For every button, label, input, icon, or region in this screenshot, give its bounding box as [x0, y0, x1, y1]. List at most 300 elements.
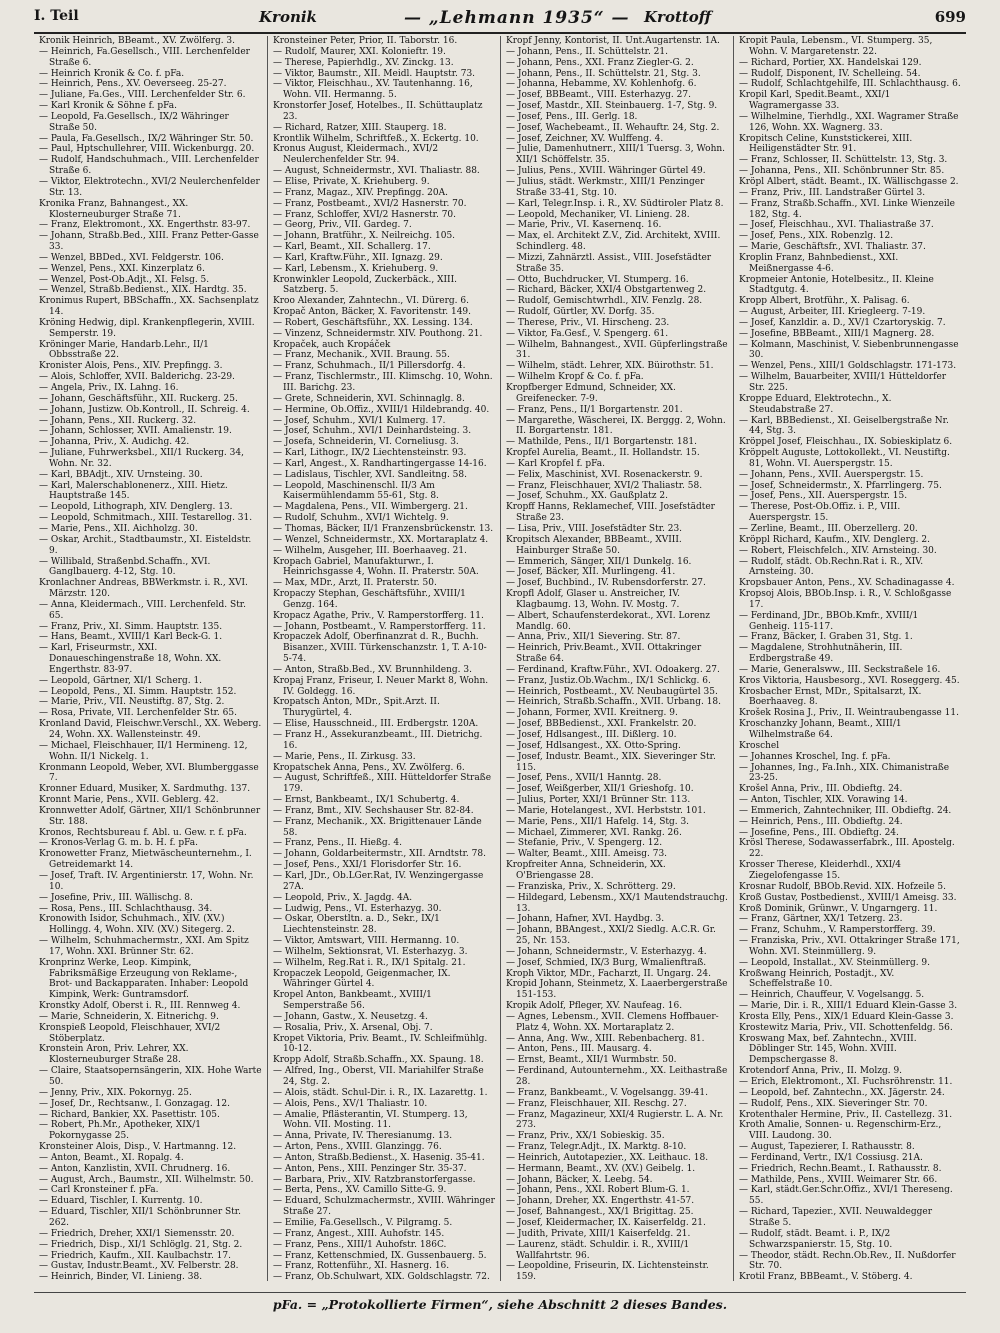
directory-entry: — Emilie, Fa.Gesellsch., V. Pilgramg. 5. [273, 1217, 453, 1228]
directory-entry: — Eduard, Tischler, I. Kurrentg. 10. [39, 1196, 203, 1207]
directory-entry: — Angela, Priv., IX. Lahng. 16. [39, 383, 179, 393]
directory-entry: — Franz, Bäcker, I. Graben 31, Stg. 1. [739, 632, 913, 643]
directory-entry: — Mathilde, Pens., II/1 Borgartenstr. 181. [506, 437, 697, 448]
directory-entry: — Karl Kropfel f. pFa. [506, 458, 605, 469]
directory-entry: Kronos, Rechtsbureau f. Abl. u. Gew. r. f. pFa. [39, 827, 247, 838]
directory-entry: Kronnwetter Adolf, Gärtner, XII/1 Schönbrunner Str. 188. [39, 805, 261, 827]
directory-entry: — Lisa, Priv., VIII. Josefstädter Str. 23. [506, 523, 683, 534]
directory-entry: — Karl, Lithogr., IX/2 Liechtensteinstr. 93. [273, 448, 467, 459]
directory-entry: — Kronos-Verlag G. m. b. H. f. pFa. [39, 838, 198, 849]
directory-entry: — Hildegard, Lebensm., XX/1 Mautendstrauchg. 13. [506, 892, 728, 914]
directory-entry: Kroplin Franz, Bahnbedienst., XXI. Meißnergasse 4-6. [739, 252, 899, 274]
directory-entry: — Josef, Kanzldir. a. D., XV/1 Czartoryskig. 7. [739, 317, 946, 328]
directory-entry: — Ernst, Bankbeamt., IX/1 Schubertg. 4. [273, 795, 460, 806]
directory-columns [34, 36, 966, 1281]
directory-entry: — Leopold, Installat., XV. Steinmüllerg. 9. [739, 957, 931, 968]
directory-entry: — Johann, Dreher, XX. Engerthstr. 41-57. [506, 1196, 695, 1207]
directory-entry: — Josefa, Schneiderin, VI. Corneliusg. 3. [273, 437, 459, 448]
directory-entry: — Heinrich, Fa.Gesellsch., VIII. Lerchenfelder Straße 6. [39, 46, 250, 68]
directory-entry: — Heinrich, Autotapezier., XX. Leithauc. 18. [506, 1152, 709, 1163]
directory-entry: — Franz, Mechanik., XX. Brigittenauer Lände 58. [273, 816, 482, 838]
directory-entry: — Richard, Portier, XX. Handelskai 129. [739, 57, 922, 68]
directory-entry: — Johann, BBAngest., XXI/2 Siedlg. A.C.R. Gr. 25, Nr. 153. [506, 925, 716, 947]
directory-entry: Kropacz Agathe, Priv., V. Ramperstorfferg. 11. [273, 610, 484, 621]
column-2 [267, 36, 500, 1281]
directory-entry: — August, Arbeiter, III. Kriegleerg. 7-19. [739, 307, 926, 318]
directory-entry: — Wilhelm, Bahnangest., XVII. Güpferlingstraße 31. [506, 339, 728, 361]
directory-entry: — Rosa, Private, VII. Lerchenfelder Str. 65. [39, 708, 237, 719]
directory-entry: Krotenthaler Hermine, Priv., II. Castellezg. 31. [739, 1109, 953, 1120]
directory-entry: — Paul, Hptschullehrer, VIII. Wickenburgg. 20. [39, 144, 255, 155]
directory-entry: Kropil Karl, Spedit.Beamt., XXI/1 Wagramergasse 33. [739, 90, 891, 112]
directory-entry: Kronprinz Werke, Leop. Kimpink, Fabriksmäßige Erzeugung von Reklame-, Brot- und Backapparaten. Inhaber: Leopold Kimpink, Werk: Guntramsdorf. [39, 957, 249, 1001]
directory-entry: — Magdalena, Pens., VII. Wimbergerg. 21. [273, 502, 468, 513]
directory-entry: — Richard, Bäcker, XXI/4 Obstgartenweg 2. [506, 285, 707, 296]
directory-entry: — Wilhelm, Bauarbeiter, XVIII/1 Hütteldorfer Str. 225. [739, 372, 947, 393]
directory-entry: — Anna, Priv., XII/1 Sievering. Str. 87. [506, 632, 681, 643]
directory-entry: Kropaj Franz, Friseur, I. Neuer Markt 8, Wohn. IV. Goldegg. 16. [273, 675, 489, 697]
directory-entry: Kropid Johann, Steinmetz, X. Laaerbergerstraße 151-153. [506, 979, 728, 1001]
directory-entry: — Franz, Elektromont., XX. Engerthstr. 83-97. [39, 220, 251, 231]
directory-entry: Kropaček, auch Kropáček [273, 339, 391, 350]
directory-entry: — Franz, Priv., XI. Simm. Hauptstr. 135. [39, 621, 223, 632]
directory-entry: — Hermann, Beamt., XV. (XV.) Geibelg. 1. [506, 1163, 696, 1174]
directory-entry: — Rudolf, Pens., XIX. Sieveringer Str. 70. [739, 1098, 928, 1109]
directory-entry: — Johann, Bäcker, X. Leebg. 54. [506, 1174, 653, 1185]
directory-entry: — Rudolf, Handschuhmach., VIII. Lerchenfelder Straße 6. [39, 155, 259, 177]
directory-entry: — Hans, Beamt., XVIII/1 Karl Beck-G. 1. [39, 632, 223, 643]
directory-entry: Kronister Alois, Pens., XIV. Prepfingg. 3. [39, 361, 223, 372]
column-1 [34, 36, 267, 1281]
directory-entry: — Friedrich, Dreher, XXI/1 Siemensstr. 20. [39, 1228, 235, 1239]
directory-entry: — Marie, Pens., XII. Aichholzg. 30. [39, 523, 198, 534]
directory-entry: — Carl Kronsteiner f. pFa. [39, 1185, 159, 1196]
directory-entry: — Wilhelmine, Tierhdlg., XXI. Wagramer Straße 126, Wohn. XX. Wagnerg. 33. [739, 111, 959, 133]
directory-entry: — Zerline, Beamt., III. Oberzellerg. 20. [739, 523, 918, 534]
directory-entry: — Rudolf, Gemischtwrhdl., XIV. Fenzlg. 28. [506, 296, 703, 307]
directory-entry: — Franz, Bankbeamt., V. Vogelsangg. 39-41. [506, 1087, 708, 1098]
directory-entry: — Ferdinand, Kraftw.Führ., XVI. Odoakerg. 27. [506, 664, 720, 675]
directory-entry: Kronika Franz, Bahnangest., XX. Klosterneuburger Straße 71. [39, 198, 189, 220]
directory-entry: — Franz, Ob.Schulwart, XIX. Goldschlagstr. 72. [273, 1272, 490, 1281]
directory-entry: — Anton, Straßb.Bed., XV. Brunnhildeng. 3. [273, 664, 472, 675]
directory-entry: — Wenzel, BBDed., XVI. Feldgerstr. 106. [39, 252, 224, 263]
directory-entry: Kropfberger Edmund, Schneider, XX. Greifenecker. 7-9. [506, 383, 676, 404]
directory-entry: — Franz, Schlosser, II. Schüttelstr. 13, Stg. 3. [739, 155, 948, 166]
directory-entry: — Rudolf, Gürtler, XV. Dorfg. 35. [506, 307, 655, 318]
directory-entry: Kropaczy Stephan, Geschäftsführ., XVIII/1 Genzg. 164. [273, 589, 466, 610]
directory-entry: — Karl, Friseurmstr., XXI. Donaueschingenstraße 18, Wohn. XX. Engerthstr. 83-97. [39, 643, 222, 675]
directory-entry: — Emmerich, Zahntechniker, III. Obdieftg. 24. [739, 805, 952, 816]
directory-entry: — Viktor, Elektrotechn., XVI/2 Neulerchenfelder Str. 13. [39, 176, 260, 198]
directory-entry: — Therese, Priv., VI. Hirscheng. 23. [506, 317, 670, 328]
directory-entry: — Josef, Fleischhau., XVI. Thaliastraße 37. [739, 220, 934, 231]
directory-entry: Kropač Anton, Bäcker, X. Favoritenstr. 149. [273, 307, 472, 318]
directory-entry: — Franz, Pens., XIII/1 Auhofstr. 186C. [273, 1239, 447, 1250]
directory-entry: Krošek Rosina J., Priv., II. Weintraubengasse 11. [739, 708, 959, 719]
page-header [34, 6, 966, 34]
directory-entry: — Josef, Hdlsangest., III. Dißlerg. 10. [506, 730, 677, 740]
directory-entry: Kropp Albert, Brotführ., X. Palisag. 6. [739, 296, 910, 307]
directory-entry: Kroswang Max, bef. Zahntechn., XVIII. Döblinger Str. 145, Wohn. XVIII. Dempschergasse 8. [739, 1033, 917, 1066]
directory-entry: — Julius, städt. Werkmstr., XIII/1 Penzinger Straße 33-41, Stg. 10. [506, 176, 705, 198]
directory-entry: — Wilhelm, Ausgeher, III. Boerhaaveg. 21. [273, 545, 467, 556]
directory-entry: — August, Schneidermstr., XVI. Thaliastr. 88. [273, 166, 480, 177]
directory-entry: — Johanna, Hebamme, XV. Kohlenhofg. 6. [506, 79, 697, 90]
directory-entry: Kroppe Eduard, Elektrotechn., X. Steudabstraße 27. [739, 393, 892, 415]
directory-entry: Kronus August, Kleidermach., XVI/2 Neulerchenfelder Str. 94. [273, 144, 439, 166]
directory-entry: — Anton, Straßb.Bedienst., X. Hasenig. 35-41. [273, 1152, 485, 1163]
directory-entry: — Julius, Pens., XVIII. Währinger Gürtel 49. [506, 166, 706, 177]
directory-entry: — Juliane, Fa.Ges., VIII. Lerchenfelder Str. 6. [39, 90, 246, 101]
directory-entry: — Rosa, Pens., III. Schlachthausg. 34. [39, 903, 213, 914]
directory-entry: Krostewitz Maria, Priv., VII. Schottenfeldg. 56. [739, 1022, 953, 1033]
directory-entry: — Franz, Schuhmach., II/1 Pillersdorfg. 4. [273, 361, 466, 372]
directory-entry: Kronsteiner Peter, Prior, II. Taborstr. 16. [273, 36, 458, 46]
directory-entry: — Josef, Mastdr., XII. Steinbauerg. 1-7, Stg. 9. [506, 101, 718, 112]
directory-entry: — Franziska, Priv., X. Schrötterg. 29. [506, 881, 676, 892]
directory-entry: — Vinzenz, Schneidermstr. XIV. Pouthong. 21. [273, 328, 483, 339]
directory-entry: — Johann, Schneidermstr., V. Esterhazyg. 4. [506, 946, 707, 957]
directory-entry: — Heinrich, Straßb.Schaffn., XVII. Urbang. 18. [506, 697, 722, 708]
directory-entry: Kronnt Marie, Pens., XVII. Geblerg. 42. [39, 795, 219, 806]
directory-entry: — Johann, Hafner, XVI. Haydbg. 3. [506, 914, 665, 925]
directory-entry: Kroschanzky Johann, Beamt., XIII/1 Wilhelmstraße 64. [739, 719, 902, 740]
directory-entry: Kropsbauer Anton, Pens., XV. Schadinagasse 4. [739, 578, 955, 589]
directory-entry: Kroß Dominik, Grünwr., V. Ungarngerg. 11. [739, 903, 938, 914]
directory-entry: — August, Tapezierer, I. Rathausstr. 8. [739, 1142, 915, 1153]
directory-entry: — Heinrich, Binder, VI. Linieng. 38. [39, 1272, 203, 1281]
first-entry-name: Kronik [259, 8, 317, 26]
directory-entry: Kros Viktoria, Hausbesorg., XVI. Roseggerg. 45. [739, 675, 960, 686]
directory-entry: — Wilhelm, Schuhmachermstr., XXI. Am Spitz 17, Wohn. XXI. Brünner Str. 62. [39, 936, 249, 957]
column-3 [500, 36, 733, 1281]
directory-entry: Kropel Anton, Bankbeamt., XVIII/1 Semperstraße 56. [273, 990, 432, 1012]
directory-entry: — Juliane, Fuhrwerksbel., XII/1 Ruckerg. 34, Wohn. Nr. 32. [39, 448, 244, 469]
directory-entry: — Marie, Pens., II. Zirkusg. 33. [273, 751, 416, 762]
directory-entry: — Leopold, Gärtner, XI/1 Scherg. 1. [39, 675, 203, 686]
directory-entry: Kröninger Marie, Handarb.Lehr., II/1 Obbsstraße 22. [39, 339, 209, 361]
directory-entry: — Elise, Hausschneid., III. Erdbergstr. 120A. [273, 719, 479, 730]
directory-entry: Kröppel Josef, Fleischhau., IX. Sobieskiplatz 6. [739, 437, 953, 448]
directory-entry: — Karl, Telegr.Insp. i. R., XV. Südtiroler Platz 8. [506, 198, 724, 209]
directory-entry: — Franz, Mechanik., XVII. Braung. 55. [273, 350, 450, 361]
directory-entry: — Franz, Pens., II/1 Borgartenstr. 201. [506, 404, 683, 415]
directory-entry: — Franz, Justiz.Ob.Wachm., IX/1 Schlickg. 6. [506, 675, 711, 686]
directory-entry: — Johann, Geschäftsführ., XII. Ruckerg. 25. [39, 393, 238, 404]
directory-entry: — Johann, Justizw. Ob.Kontroll., II. Schreig. 4. [39, 404, 250, 415]
directory-entry: Krotendorf Anna, Priv., II. Molzg. 9. [739, 1066, 903, 1077]
directory-entry: Kropitsch Celine, Kunststickerei, XIII. Heiligenstädter Str. 91. [739, 133, 913, 155]
directory-entry: — Johanna, Pens., XII. Schönbrunner Str. 85. [739, 166, 945, 177]
directory-entry: — Alois, Schloffer, XVII. Balderichg. 23-29. [39, 372, 235, 383]
directory-entry: — Walter, Beamt., XIII. Ameisg. 73. [506, 849, 668, 860]
directory-entry: — Magdalene, Strohhutnäherin, III. Erdbergstraße 49. [739, 643, 903, 665]
directory-entry: Kronland David, Fleischwr.Verschl., XX. Weberg. 24, Wohn. XX. Wallensteinstr. 49. [39, 719, 262, 740]
directory-entry: — Gustav, Industr.Beamt., XV. Felberstr. 28. [39, 1261, 239, 1272]
directory-entry: — Wenzel, Post-Ob.Adjt., XI. Felsg. 5. [39, 274, 210, 285]
directory-entry: — Leopoldine, Friseurin, IX. Lichtensteinstr. 159. [506, 1261, 709, 1281]
directory-entry: Kropmeier Antonie, Hotelbesitz., II. Kleine Stadtgutg. 4. [739, 274, 934, 296]
directory-entry: — Franz, Schuhm., V. Ramperstorfferg. 39. [739, 925, 936, 936]
directory-entry: Kröpl Albert, städt. Beamt., IX. Wällischgasse 2. [739, 176, 959, 187]
directory-entry: — Viktor, Fleischhau., XV. Tautenhanng. 16, Wohn. VII. Hermanng. 5. [273, 79, 473, 101]
directory-entry: — Karl, Angest., X. Randhartingergasse 14-16. [273, 458, 487, 469]
directory-entry: — Wilhelm, städt. Lehrer, XIX. Büirothstr. 51. [506, 361, 714, 372]
directory-entry: Kropaczek Adolf, Oberfinanzrat d. R., Buchh. Bisanzer., XVIII. Türkenschanzstr. 1, T. A-10-5-74. [273, 632, 487, 665]
directory-entry: — Stefanie, Priv., V. Spengerg. 12. [506, 838, 663, 849]
directory-entry: — Johann, Pens., XII. Ruckerg. 32. [39, 415, 197, 426]
directory-entry: Kropatschek Anna, Pens., XV. Zwölferg. 6. [273, 762, 465, 773]
directory-entry: Kropp Adolf, Straßb.Schaffn., XX. Spaung. 18. [273, 1055, 484, 1066]
directory-entry: — Richard, Tapezier., XVII. Neuwaldegger Straße 5. [739, 1207, 933, 1228]
directory-entry: — Richard, Ratzer, XIII. Stauperg. 18. [273, 122, 447, 133]
directory-entry: — Franz, Postbeamt., XVI/2 Hasnerstr. 70. [273, 198, 467, 209]
directory-entry: Kroß Gustav, Postbedienst., XVIII/1 Ameisg. 33. [739, 892, 957, 903]
directory-entry: Kropach Gabriel, Manufakturwr., I. Heinrichsgasse 4, Wohn. II. Praterstr. 50A. [273, 556, 479, 578]
directory-entry: Krontlik Wilhelm, Schriftfeß., X. Eckertg. 10. [273, 133, 479, 144]
directory-entry: — Margarethe, Wäscherei, IX. Berggg. 2, Wohn. II. Borgartenstr. 181. [506, 415, 726, 437]
directory-entry: — Julius, Porter, XXI/1 Brünner Str. 113. [506, 795, 691, 806]
directory-entry: — Johann, Schlosser, XVII. Amalienstr. 19. [39, 426, 232, 437]
directory-entry: Kronik Heinrich, BBeamt., XV. Zwölferg. 3. [39, 36, 236, 46]
directory-entry: — August, Schriftfeß., XIII. Hütteldorfer Straße 179. [273, 773, 492, 795]
directory-entry: — Ernst, Beamt., XII/1 Wurmbstr. 50. [506, 1055, 677, 1066]
directory-entry: — Leopold, Fa.Gesellsch., IX/2 Währinger Straße 50. [39, 111, 229, 133]
directory-entry: — Max, MDr., Arzt, II. Praterstr. 50. [273, 578, 437, 589]
directory-entry: — Josef, Schneidermstr., X. Pfarrlingerg. 75. [739, 480, 942, 491]
directory-entry: — Josef, Traft. IV. Argentinierstr. 17, Wohn. Nr. 10. [39, 870, 254, 892]
directory-entry: — Josef, Zeichner, XV. Wulffeng. 4. [506, 133, 664, 144]
directory-entry: — Robert, Geschäftsführ., XX. Lessing. 134. [273, 317, 473, 328]
directory-entry: — Johann, Bratführ., X. Neilreichg. 105. [273, 231, 456, 242]
directory-entry: — Franz, Angest., XIII. Auhofstr. 145. [273, 1228, 445, 1239]
directory-entry: — Anton, Pens., XIII. Penzinger Str. 35-37. [273, 1163, 467, 1174]
directory-entry: — Wenzel, Pens., XIII/1 Goldschlagstr. 171-173. [739, 361, 957, 372]
column-4 [733, 36, 966, 1281]
directory-entry: Krosser Therese, Kleiderhdl., XXI/4 Ziegelofengasse 15. [739, 860, 901, 881]
directory-entry: — Rudolf, städt. Ob.Rechn.Rat i. R., XIV. Arnsteing. 30. [739, 556, 924, 578]
directory-entry: — Franz, Fleischhauer, XII. Reschg. 27. [506, 1098, 687, 1109]
directory-entry: — Mathilde, Pens., XVIII. Weimarer Str. 66. [739, 1174, 938, 1185]
directory-entry: — Franz, Magazineur, XXI/4 Rugierstr. L. A. Nr. 273. [506, 1109, 724, 1131]
directory-entry: — Josef, Schmied, IX/3 Burg, Wmalienftraß. [506, 957, 707, 968]
directory-entry: — Thomas, Bäcker, II/1 Franzensbrückenstr. 13. [273, 523, 494, 534]
directory-entry: — Rudolf, Disponent, IV. Schelleing. 54. [739, 68, 921, 79]
directory-entry: Kronowetter Franz, Mietwäscheunternehm., I. Getreidemarkt 14. [39, 849, 252, 871]
directory-entry: Krosbacher Ernst, MDr., Spitalsarzt, IX. Boerhaaveg. 8. [739, 686, 922, 708]
directory-entry: — Johannes Kroschel, Ing. f. pFa. [739, 751, 891, 762]
directory-entry: — Josef, Wachebeamt., II. Wehauftr. 24, Stg. 2. [506, 122, 720, 133]
directory-entry: — Emmerich, Sänger, XII/1 Dunkelg. 16. [506, 556, 692, 567]
last-entry-name: Krottoff [644, 8, 712, 26]
directory-entry: Krotil Franz, BBBeamt., V. Stöberg. 4. [739, 1272, 913, 1281]
directory-entry: Kropsoj Alois, BBOb.Insp. i. R., V. Schloßgasse 17. [739, 589, 952, 610]
directory-entry: — Johann, Straßb.Bed., XIII. Franz Petter-Gasse 33. [39, 231, 259, 253]
directory-entry: — Amalie, Pflästerantin, VI. Stumperg. 13, Wohn. VII. Mosting. 11. [273, 1109, 468, 1131]
directory-entry: — Franz, Fleischhauer, XVI/2 Thaliastr. 58. [506, 480, 703, 491]
directory-entry: — Julie, Damenhutnerr., XIII/1 Tuersg. 3, Wohn. XII/1 Schöffelstr. 35. [506, 144, 726, 166]
directory-entry: — Josef, Pens., XVII/1 Hanntg. 28. [506, 773, 662, 784]
directory-entry: — Johann, Former, XVII. Kreitnerg. 9. [506, 708, 678, 719]
directory-entry: — Franz, Rottenführ., XI. Hasnerg. 16. [273, 1261, 450, 1272]
directory-entry: — Karl, JDr., Ob.LGer.Rat, IV. Wenzingergasse 27A. [273, 870, 484, 892]
directory-entry: — Josef, Pens., III. Gerlg. 18. [506, 111, 638, 122]
directory-entry: Kropik Adolf, Pfleger, XV. Naufeag. 16. [506, 1001, 683, 1012]
directory-entry: — Wenzel, Schneidermstr., XX. Mortaraplatz 4. [273, 534, 489, 545]
directory-entry: — Josef, Buchbind., IV. Rubensdorferstr. 27. [506, 578, 706, 589]
directory-entry: — Johanna, Priv., X. Audichg. 42. [39, 437, 190, 448]
directory-entry: — Rosalia, Priv., X. Arsenal, Obj. 7. [273, 1022, 433, 1033]
directory-entry: — Heinrich, Pens., III. Obdieftg. 24. [739, 816, 903, 827]
directory-entry: — Alois, städt. Schul-Dir. i. R., IX. Lazarettg. 1. [273, 1087, 488, 1098]
directory-entry: — Heinrich, Pens., XV. Oeverseeg. 25-27. [39, 79, 227, 90]
directory-entry: — Marie, Priv., VII. Neustiftg. 87, Stg. 2. [39, 697, 225, 708]
directory-entry: Kropfl Adolf, Glaser u. Anstreicher, IV. Klagbaumg. 13, Wohn. IV. Mostg. 7. [506, 589, 680, 610]
directory-entry: — Alois, Pens., XV/1 Thaliastr. 10. [273, 1098, 428, 1109]
directory-entry: — Richard, Bankier, XX. Pasettistr. 105. [39, 1109, 220, 1120]
directory-entry: Kronowith Isidor, Schuhmach., XIV. (XV.) Hollingg. 4, Wohn. XIV. (XV.) Sitegerg. 2. [39, 914, 235, 936]
directory-entry: — Rudolf, städt. Beamt. i. P., IX/2 Schwarzspanierstr. 15, Stg. 10. [739, 1228, 893, 1250]
directory-entry: — Franz, Tischlermstr., III. Klimschg. 10, Wohn. III. Barichg. 23. [273, 372, 493, 393]
directory-entry: — Heinrich, Postbeamt., XV. Neubaugürtel 35. [506, 686, 718, 697]
directory-entry: Kropff Hanns, Reklamechef, VIII. Josefstädter Straße 23. [506, 502, 715, 524]
directory-entry: — Leopold, Pens., XI. Simm. Hauptstr. 152. [39, 686, 237, 697]
directory-entry: — Rudolf, Schlachtgehilfe, III. Schlachthausg. 6. [739, 79, 961, 90]
directory-entry: — Therese, Papierhdlg., XV. Zinckg. 13. [273, 57, 454, 68]
directory-entry: — Johannes, Ing., Fa.Inh., XIX. Chimanistraße 23-25. [739, 762, 950, 784]
directory-entry: Kronmann Leopold, Weber, XVI. Blumberggasse 7. [39, 762, 259, 784]
directory-entry: Kropit Paula, Lebensm., VI. Stumperg. 35, Wohn. V. Margaretenstr. 22. [739, 36, 933, 57]
directory-entry: — Paula, Fa.Gesellsch., IX/2 Währinger Str. 50. [39, 133, 254, 144]
directory-entry: — Franz, Bmt., XIV. Sechshauser Str. 82-84. [273, 805, 474, 816]
directory-entry: — Anton, Kanzlistin, XVII. Chrudnerg. 16. [39, 1163, 231, 1174]
directory-entry: — Grete, Schneiderin, XVI. Schinnaglg. 8. [273, 393, 465, 404]
directory-entry: — Josef, Pens., XIX. Robenzlg. 12. [739, 231, 894, 242]
directory-entry: — Franz, Schloffer, XVI/2 Hasnerstr. 70. [273, 209, 457, 220]
directory-entry: — August, Arch., Baumstr., XII. Wilhelmstr. 50. [39, 1174, 254, 1185]
directory-entry: — Theodor, städt. Rechn.Ob.Rev., II. Nußdorfer Str. 70. [739, 1250, 956, 1272]
directory-entry: — Karl Kronik & Söhne f. pFa. [39, 101, 178, 112]
directory-entry: — Viktor, Fa.Gesf., V. Spengerg. 61. [506, 328, 669, 339]
directory-entry: — Therese, Post-Ob.Offiz. i. P., VIII. Auerspergstr. 15. [739, 502, 901, 524]
directory-entry: — Agnes, Lebensm., XVII. Clemens Hoffbauer-Platz 4, Wohn. XX. Mortaraplatz 2. [506, 1011, 719, 1033]
directory-entry: — Leopold, Mechaniker, VI. Linieng. 28. [506, 209, 690, 220]
directory-entry: — Marie, Priv., VI. Kasernenq. 16. [506, 220, 662, 231]
directory-entry: — Karl, BBBedienst., XI. Geiselbergstraße Nr. 44, Stg. 3. [739, 415, 949, 437]
directory-entry: — Leopold, bef. Zahntechn., XX. Jägerstr. 24. [739, 1087, 945, 1098]
directory-entry: — Heinrich, Priv.Beamt., XVII. Ottakringer Straße 64. [506, 643, 702, 665]
directory-entry: — Karl, städt.Ger.Schr.Offiz., XVI/1 Thereseng. 55. [739, 1185, 953, 1207]
directory-entry: Kronlachner Andreas, BBWerkmstr. i. R., XVI. Märzstr. 120. [39, 578, 248, 600]
directory-entry: — Ferdinand, JDr., BBOb.Kmfr., XVIII/1 Genheig. 115-117. [739, 610, 919, 632]
directory-entry: — Franz, Kettenschmied, IX. Gussenbauerg. 5. [273, 1250, 487, 1261]
directory-entry: — Karl, Lebensm., X. Kriehuberg. 9. [273, 263, 439, 274]
directory-entry: — Heinrich, Chauffeur, V. Vogelsangg. 5. [739, 990, 925, 1001]
directory-entry: — Josef, Dr., Rechtsanw., I. Gonzagag. 12. [39, 1098, 230, 1109]
page-number: 699 [934, 8, 966, 26]
directory-entry: Kropet Viktoria, Priv. Beamt., IV. Schleifmühlg. 10-12. [273, 1033, 488, 1055]
directory-entry: — Robert, Ph.Mr., Apotheker, XIX/1 Pokornygasse 25. [39, 1120, 201, 1142]
directory-entry: — Marie, Pens., XII/1 Hafelg. 14, Stg. 3. [506, 816, 690, 827]
directory-entry: Kronstein Aron, Priv. Lehrer, XX. Klosterneuburger Straße 28. [39, 1044, 189, 1066]
directory-entry: — Friedrich, Disp., XI/1 Schlöglg. 21, Stg. 2. [39, 1239, 243, 1250]
directory-entry: — Anton, Tischler, XIX. Vorawing 14. [739, 795, 908, 806]
directory-entry: — Friedrich, Rechn.Beamt., I. Rathausstr. 8. [739, 1163, 942, 1174]
directory-entry: — Leopold, Lithograph, XIV. Denglerg. 13. [39, 502, 233, 513]
directory-entry: Kroßwang Heinrich, Postadjt., XV. Scheffelstraße 10. [739, 968, 895, 990]
directory-entry: Kröning Hedwig, dipl. Krankenpflegerin, XVIII. Semperstr. 19. [39, 317, 255, 339]
directory-entry: — Viktor, Baumstr., XII. Meidl. Hauptstr. 73. [273, 68, 476, 79]
directory-entry: Kronspieß Leopold, Fleischhauer, XVI/2 Stöberplatz. [39, 1022, 221, 1044]
directory-entry: Kronimus Rupert, BBSchaffn., XX. Sachsenplatz 14. [39, 296, 259, 318]
directory-entry: — Berta, Pens., XV. Camillo Sitte-G. 9. [273, 1185, 447, 1196]
directory-entry: — Josef, Bäcker, XII. Murlingeng. 41. [506, 567, 676, 578]
directory-entry: — Josef, Pens., XXI/1 Florisdorfer Str. 16. [273, 860, 462, 871]
directory-entry: Kroph Viktor, MDr., Facharzt, II. Ungarg. 24. [506, 968, 711, 979]
directory-entry: — Hermine, Ob.Offiz., XVIII/1 Hildebrandg. 40. [273, 404, 490, 415]
directory-entry: — Johann, Postbeamt., V. Ramperstorfferg. 11. [273, 621, 486, 632]
directory-entry: — Max, el. Architekt Z.V., Zid. Architekt, XVIII. Schindlerg. 48. [506, 231, 721, 253]
directory-entry: Kropf Jenny, Kontorist, II. Unt.Augartenstr. 1A. [506, 36, 720, 46]
directory-entry: — Mizzi, Zahnärztl. Assist., VIII. Josefstädter Straße 35. [506, 252, 712, 274]
directory-entry: — Kolmann, Maschinist, V. Siebenbrunnengasse 30. [739, 339, 959, 361]
directory-entry: — Johann, Gastw., X. Neusetzg. 4. [273, 1011, 428, 1022]
directory-entry: — Franz H., Assekuranzbeamt., III. Dietrichg. 16. [273, 730, 483, 751]
directory-entry: — Ferdinand, Autounternehm., XX. Leithastraße 28. [506, 1066, 728, 1087]
directory-entry: — Anna, Ang. Ww., XIII. Rebenbacherg. 81. [506, 1033, 705, 1044]
directory-entry: — Johann, Pens., XVII. Auerspergstr. 15. [739, 469, 924, 480]
directory-entry: Kroschel [739, 740, 780, 751]
directory-entry: — Willibald, Straßenbd.Schaffn., XVI. Ganglbauerg. 4-12, Stg. 10. [39, 556, 211, 578]
directory-entry: — Franziska, Priv., XVI. Ottakringer Straße 171, Wohn. XVI. Steinmüllerg. 9. [739, 936, 960, 957]
directory-entry: — Leopold, Priv., X. Jagdg. 4A. [273, 892, 413, 903]
directory-entry: — Josef, Schuhm., XVI/1 Kulmerg. 17. [273, 415, 446, 426]
directory-entry: — Wenzel, Straßb.Bedienst., XIX. Hardtg. 35. [39, 285, 247, 296]
directory-entry: Kröppl Richard, Kaufm., XIV. Denglerg. 2. [739, 534, 930, 545]
directory-entry: — Leopold, Schmitmach., XIII. Testarellog. 31. [39, 513, 253, 524]
directory-entry: — Josef, Industr. Beamt., XIX. Sieveringer Str. 115. [506, 751, 716, 773]
directory-entry: — Marie, Dir. i. R., XIII/1 Eduard Klein-Gasse 3. [739, 1001, 958, 1012]
directory-entry: — Josef, Kleidermacher, IX. Kaiserfeldg. 21. [506, 1217, 706, 1228]
directory-entry: — Wilhelm, Reg.Rat i. R., IX/1 Spitalg. 21. [273, 957, 466, 968]
directory-entry: — Franz, Magaz., XIV. Prepfingg. 20A. [273, 187, 448, 198]
directory-entry: — Franz, Priv., XX/1 Sobieskig. 35. [506, 1131, 665, 1142]
directory-entry: — Josef, BBBedienst., XXI. Frankelstr. 20. [506, 719, 697, 730]
directory-entry: — Alfred, Ing., Oberst, VII. Mariahilfer Straße 24, Stg. 2. [273, 1066, 484, 1087]
directory-entry: — Marie, Generalsww., III. Seckstraßele 16. [739, 664, 941, 675]
directory-entry: — Ladislaus, Tischler, XVI. Sandleitng. 58. [273, 469, 467, 480]
directory-entry: — Franz, Telegr.Adjt., IX. Marktg. 8-10. [506, 1142, 687, 1153]
directory-entry: — Marie, Hotelangest., XVI. Herbststr. 101. [506, 805, 706, 816]
directory-entry: — Eduard, Schulzmachermstr., XVIII. Währinger Straße 27. [273, 1196, 495, 1218]
section-label: I. Teil [34, 8, 79, 24]
directory-entry: — Johann, Pens., XXI. Robert Blum-G. 1. [506, 1185, 690, 1196]
directory-entry: — Elise, Private, X. Kriehuberg. 9. [273, 176, 430, 187]
directory-entry: — Franz, Priv., III. Landstraßer Gürtel 3. [739, 187, 926, 198]
directory-entry: — Franz, Straßb.Schaffn., XVI. Linke Wienzeile 182, Stg. 4. [739, 198, 955, 220]
directory-entry: — Viktor, Amtswart, VIII. Hermanng. 10. [273, 936, 460, 947]
directory-entry: Kroth Amalie, Sonnen- u. Regenschirm-Erz., VIII. Laudong. 30. [739, 1120, 942, 1142]
directory-entry: Kronstorfer Josef, Hotelbes., II. Schüttauplatz 23. [273, 101, 483, 122]
directory-entry: — Anna, Kleidermach., VIII. Lerchenfeld. Str. 65. [39, 599, 246, 621]
directory-entry: — Eduard, Tischler, XII/1 Schönbrunner Str. 262. [39, 1207, 241, 1228]
directory-entry: Kropitsch Alexander, BBBeamt., XVIII. Hainburger Straße 50. [506, 534, 682, 556]
directory-entry: — Johann, Pens., XXI. Franz Ziegler-G. 2. [506, 57, 694, 68]
directory-title: — „Lehmann 1935“ — [404, 8, 630, 28]
directory-entry: — Ludwig, Pens., VI. Esterhazyg. 30. [273, 903, 442, 914]
directory-entry: — Karl, Beamt., XII. Schallerg. 17. [273, 242, 431, 253]
